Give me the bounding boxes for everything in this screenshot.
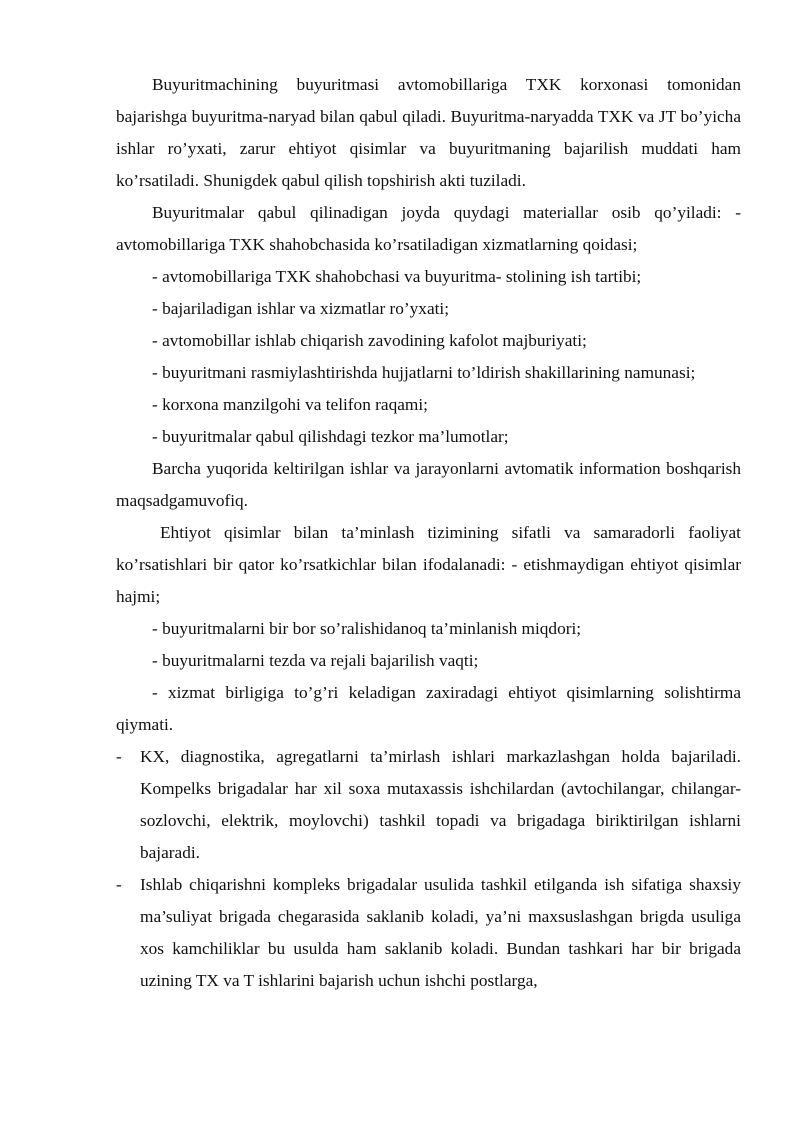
- paragraph-reserve-cost: - xizmat birligiga to’g’ri keladigan zaxiradagi ehtiyot qisimlarning solishtirma qiymati.: [116, 683, 741, 734]
- paragraph-automation: Barcha yuqorida keltirilgan ishlar va jarayonlarni avtomatik information boshqarish maqsadgamuvofiq.: [116, 459, 741, 510]
- dash-item-text: KX, diagnostika, agregatlarni ta’mirlash ishlari markazlashgan holda bajariladi. Kompelks brigadalar har xil soxa mutaxassis ishchilardan (avtochilangar, chilangar-sozlovchi, elektrik, moylovchi) tashkil topadi va brigadaga biriktirilgan ishlarni bajaradi.: [140, 747, 741, 862]
- list-item: - buyuritmalarni tezda va rejali bajarilish vaqti;: [152, 651, 479, 670]
- list-item: - buyuritmalar qabul qilishdagi tezkor ma’lumotlar;: [152, 427, 509, 446]
- list-item: - bajariladigan ishlar va xizmatlar ro’yxati;: [152, 299, 450, 318]
- dash-item-centralized-work: [116, 741, 741, 869]
- list-item: - buyuritmalarni bir bor so’ralishidanoq ta’minlanish miqdori;: [152, 619, 582, 638]
- dash-item-complex-brigades: [116, 869, 741, 997]
- list-item: - avtomobillariga TXK shahobchasi va buyuritma- stolining ish tartibi;: [152, 267, 642, 286]
- dash-item-text: Ishlab chiqarishni kompleks brigadalar usulida tashkil etilganda ish sifatiga shaxsiy ma’suliyat brigada chegarasida saklanib koladi, ya’ni maxsuslashgan brigda usuliga xos kamchiliklar bu usulda ham saklanib koladi. Bundan tashkari har bir brigada uzining TX va T ishlarini bajarish uchun ishchi postlarga,: [140, 875, 741, 990]
- dash-marker: -: [116, 875, 122, 894]
- paragraph-order-intake: Buyuritmachining buyuritmasi avtomobillariga TXK korxonasi tomonidan bajarishga buyuritma-naryad bilan qabul qiladi. Buyuritma-naryadda TXK va JT bo’yicha ishlar ro’yxati, zarur ehtiyot qisimlar va buyuritmaning bajarilish muddati ham ko’rsatiladi. Shunigdek qabul qilish topshirish akti tuziladi.: [116, 75, 741, 190]
- dash-marker: -: [116, 747, 122, 766]
- paragraph-spare-parts-indicators: Ehtiyot qisimlar bilan ta’minlash tizimining sifatli va samaradorli faoliyat ko’rsatishlari bir qator ko’rsatkichlar bilan ifodalanadi: - etishmaydigan ehtiyot qisimlar hajmi;: [116, 523, 741, 606]
- paragraph-posted-materials: Buyuritmalar qabul qilinadigan joyda quydagi materiallar osib qo’yiladi: - avtomobillariga TXK shahobchasida ko’rsatiladigan xizmatlarning qoidasi;: [116, 203, 741, 254]
- list-item: - avtomobillar ishlab chiqarish zavodining kafolot majburiyati;: [152, 331, 587, 350]
- list-item: - buyuritmani rasmiylashtirishda hujjatlarni to’ldirish shakillarining namunasi;: [152, 363, 696, 382]
- list-item: - korxona manzilgohi va telifon raqami;: [152, 395, 428, 414]
